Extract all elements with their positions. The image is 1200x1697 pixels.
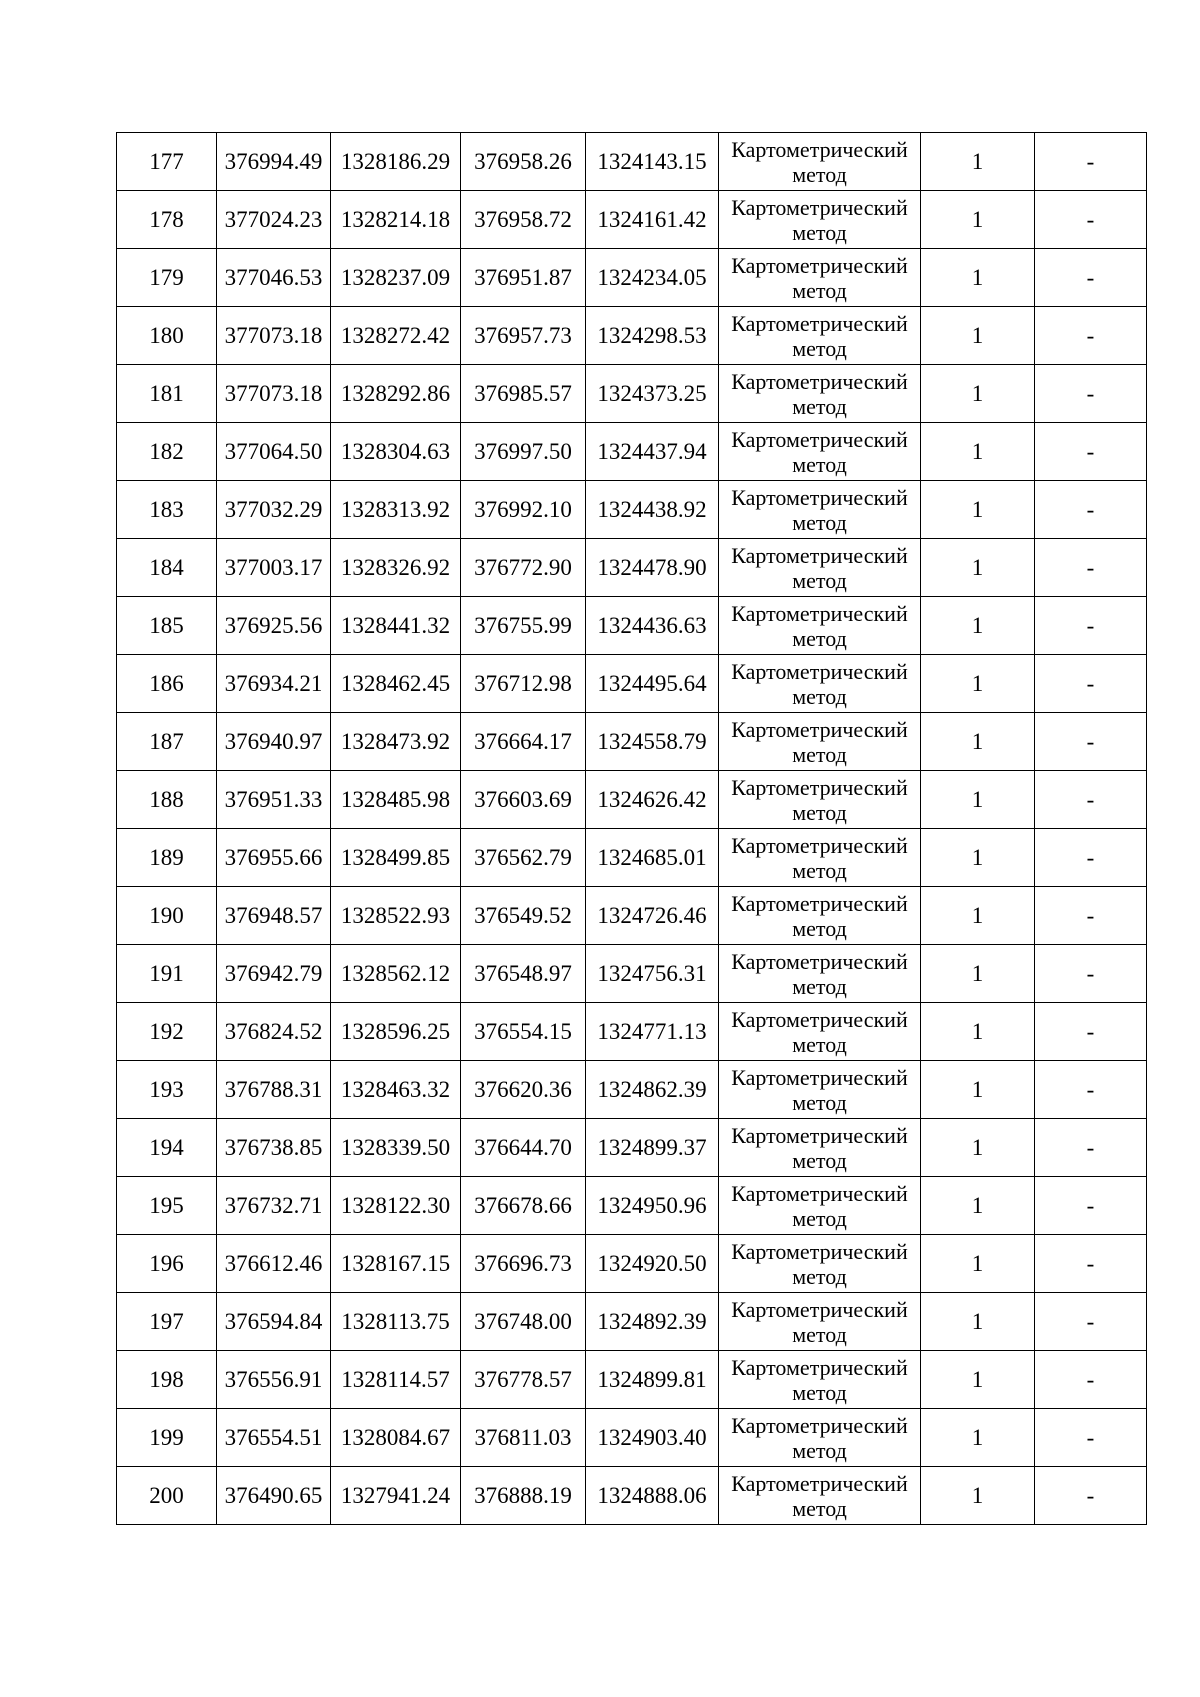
method-line-2: метод bbox=[792, 1031, 847, 1057]
method-cell bbox=[719, 1003, 921, 1061]
table-row bbox=[117, 1351, 1147, 1409]
x-coordinate-cell: 377003.17 bbox=[217, 539, 331, 597]
x-coordinate-old-cell: 376554.15 bbox=[461, 1003, 586, 1061]
x-coordinate-old-cell: 376678.66 bbox=[461, 1177, 586, 1235]
y-coordinate-cell: 1328122.30 bbox=[331, 1177, 461, 1235]
point-number-cell: 183 bbox=[117, 481, 217, 539]
x-coordinate-old-cell: 376620.36 bbox=[461, 1061, 586, 1119]
note-cell: - bbox=[1035, 1409, 1147, 1467]
table-row bbox=[117, 597, 1147, 655]
x-coordinate-old-cell: 376549.52 bbox=[461, 887, 586, 945]
method-cell bbox=[719, 1235, 921, 1293]
x-coordinate-old-cell: 376811.03 bbox=[461, 1409, 586, 1467]
method-line-1: Картометрический bbox=[731, 310, 908, 336]
note-cell: - bbox=[1035, 887, 1147, 945]
method-line-2: метод bbox=[792, 1205, 847, 1231]
method-line-1: Картометрический bbox=[731, 1470, 908, 1496]
y-coordinate-old-cell: 1324950.96 bbox=[586, 1177, 719, 1235]
method-cell bbox=[719, 133, 921, 191]
point-number-cell: 193 bbox=[117, 1061, 217, 1119]
y-coordinate-cell: 1328326.92 bbox=[331, 539, 461, 597]
method-line-1: Картометрический bbox=[731, 484, 908, 510]
method-line-1: Картометрический bbox=[731, 1006, 908, 1032]
x-coordinate-old-cell: 376951.87 bbox=[461, 249, 586, 307]
accuracy-cell: 1 bbox=[921, 713, 1035, 771]
x-coordinate-old-cell: 376712.98 bbox=[461, 655, 586, 713]
method-cell bbox=[719, 307, 921, 365]
accuracy-cell: 1 bbox=[921, 1409, 1035, 1467]
x-coordinate-cell: 377046.53 bbox=[217, 249, 331, 307]
y-coordinate-old-cell: 1324771.13 bbox=[586, 1003, 719, 1061]
table-row bbox=[117, 713, 1147, 771]
x-coordinate-old-cell: 376755.99 bbox=[461, 597, 586, 655]
note-cell: - bbox=[1035, 1177, 1147, 1235]
note-cell: - bbox=[1035, 481, 1147, 539]
y-coordinate-cell: 1328214.18 bbox=[331, 191, 461, 249]
table-row bbox=[117, 1409, 1147, 1467]
note-cell: - bbox=[1035, 365, 1147, 423]
method-cell bbox=[719, 713, 921, 771]
method-cell bbox=[719, 597, 921, 655]
point-number-cell: 195 bbox=[117, 1177, 217, 1235]
point-number-cell: 185 bbox=[117, 597, 217, 655]
y-coordinate-old-cell: 1324899.81 bbox=[586, 1351, 719, 1409]
x-coordinate-old-cell: 376644.70 bbox=[461, 1119, 586, 1177]
x-coordinate-old-cell: 376562.79 bbox=[461, 829, 586, 887]
x-coordinate-cell: 376951.33 bbox=[217, 771, 331, 829]
x-coordinate-cell: 377032.29 bbox=[217, 481, 331, 539]
note-cell: - bbox=[1035, 655, 1147, 713]
method-cell bbox=[719, 1061, 921, 1119]
accuracy-cell: 1 bbox=[921, 307, 1035, 365]
x-coordinate-cell: 376934.21 bbox=[217, 655, 331, 713]
accuracy-cell: 1 bbox=[921, 597, 1035, 655]
table-row bbox=[117, 1467, 1147, 1525]
table-row bbox=[117, 887, 1147, 945]
method-line-1: Картометрический bbox=[731, 426, 908, 452]
method-cell bbox=[719, 481, 921, 539]
note-cell: - bbox=[1035, 1235, 1147, 1293]
method-cell bbox=[719, 1293, 921, 1351]
y-coordinate-old-cell: 1324495.64 bbox=[586, 655, 719, 713]
table-row bbox=[117, 481, 1147, 539]
note-cell: - bbox=[1035, 249, 1147, 307]
method-line-1: Картометрический bbox=[731, 1180, 908, 1206]
point-number-cell: 197 bbox=[117, 1293, 217, 1351]
x-coordinate-old-cell: 376664.17 bbox=[461, 713, 586, 771]
x-coordinate-old-cell: 376603.69 bbox=[461, 771, 586, 829]
method-line-2: метод bbox=[792, 509, 847, 535]
method-line-2: метод bbox=[792, 741, 847, 767]
x-coordinate-cell: 376594.84 bbox=[217, 1293, 331, 1351]
method-line-2: метод bbox=[792, 1437, 847, 1463]
coordinates-table bbox=[116, 132, 1147, 1525]
method-cell bbox=[719, 1467, 921, 1525]
accuracy-cell: 1 bbox=[921, 481, 1035, 539]
method-line-2: метод bbox=[792, 625, 847, 651]
method-line-2: метод bbox=[792, 1089, 847, 1115]
y-coordinate-cell: 1328473.92 bbox=[331, 713, 461, 771]
method-line-2: метод bbox=[792, 393, 847, 419]
point-number-cell: 200 bbox=[117, 1467, 217, 1525]
x-coordinate-cell: 377024.23 bbox=[217, 191, 331, 249]
point-number-cell: 196 bbox=[117, 1235, 217, 1293]
accuracy-cell: 1 bbox=[921, 945, 1035, 1003]
y-coordinate-old-cell: 1324862.39 bbox=[586, 1061, 719, 1119]
method-line-2: метод bbox=[792, 857, 847, 883]
point-number-cell: 178 bbox=[117, 191, 217, 249]
table-row bbox=[117, 191, 1147, 249]
y-coordinate-cell: 1328304.63 bbox=[331, 423, 461, 481]
method-line-2: метод bbox=[792, 1147, 847, 1173]
accuracy-cell: 1 bbox=[921, 887, 1035, 945]
method-line-1: Картометрический bbox=[731, 136, 908, 162]
accuracy-cell: 1 bbox=[921, 365, 1035, 423]
y-coordinate-old-cell: 1324756.31 bbox=[586, 945, 719, 1003]
accuracy-cell: 1 bbox=[921, 1351, 1035, 1409]
note-cell: - bbox=[1035, 1003, 1147, 1061]
method-line-2: метод bbox=[792, 1379, 847, 1405]
note-cell: - bbox=[1035, 713, 1147, 771]
point-number-cell: 187 bbox=[117, 713, 217, 771]
table-row bbox=[117, 365, 1147, 423]
table-row bbox=[117, 249, 1147, 307]
point-number-cell: 188 bbox=[117, 771, 217, 829]
method-line-1: Картометрический bbox=[731, 194, 908, 220]
point-number-cell: 189 bbox=[117, 829, 217, 887]
point-number-cell: 181 bbox=[117, 365, 217, 423]
table-body bbox=[117, 133, 1147, 1525]
x-coordinate-cell: 376824.52 bbox=[217, 1003, 331, 1061]
x-coordinate-cell: 377073.18 bbox=[217, 307, 331, 365]
x-coordinate-cell: 376556.91 bbox=[217, 1351, 331, 1409]
x-coordinate-old-cell: 376957.73 bbox=[461, 307, 586, 365]
method-line-1: Картометрический bbox=[731, 1238, 908, 1264]
method-line-1: Картометрический bbox=[731, 600, 908, 626]
method-cell bbox=[719, 771, 921, 829]
y-coordinate-cell: 1328186.29 bbox=[331, 133, 461, 191]
accuracy-cell: 1 bbox=[921, 423, 1035, 481]
y-coordinate-old-cell: 1324373.25 bbox=[586, 365, 719, 423]
point-number-cell: 186 bbox=[117, 655, 217, 713]
point-number-cell: 179 bbox=[117, 249, 217, 307]
method-cell bbox=[719, 1177, 921, 1235]
note-cell: - bbox=[1035, 191, 1147, 249]
x-coordinate-old-cell: 376772.90 bbox=[461, 539, 586, 597]
y-coordinate-cell: 1328462.45 bbox=[331, 655, 461, 713]
y-coordinate-old-cell: 1324161.42 bbox=[586, 191, 719, 249]
note-cell: - bbox=[1035, 307, 1147, 365]
x-coordinate-cell: 376948.57 bbox=[217, 887, 331, 945]
y-coordinate-old-cell: 1324899.37 bbox=[586, 1119, 719, 1177]
table-row bbox=[117, 771, 1147, 829]
table-row bbox=[117, 307, 1147, 365]
method-line-2: метод bbox=[792, 1263, 847, 1289]
x-coordinate-cell: 376612.46 bbox=[217, 1235, 331, 1293]
method-line-1: Картометрический bbox=[731, 252, 908, 278]
method-line-2: метод bbox=[792, 1321, 847, 1347]
method-line-2: метод bbox=[792, 683, 847, 709]
table-row bbox=[117, 1293, 1147, 1351]
point-number-cell: 192 bbox=[117, 1003, 217, 1061]
y-coordinate-old-cell: 1324478.90 bbox=[586, 539, 719, 597]
table-row bbox=[117, 1003, 1147, 1061]
note-cell: - bbox=[1035, 539, 1147, 597]
method-cell bbox=[719, 887, 921, 945]
note-cell: - bbox=[1035, 1351, 1147, 1409]
x-coordinate-cell: 377073.18 bbox=[217, 365, 331, 423]
y-coordinate-cell: 1328292.86 bbox=[331, 365, 461, 423]
table-row bbox=[117, 539, 1147, 597]
method-cell bbox=[719, 945, 921, 1003]
accuracy-cell: 1 bbox=[921, 191, 1035, 249]
method-line-2: метод bbox=[792, 915, 847, 941]
x-coordinate-old-cell: 376958.26 bbox=[461, 133, 586, 191]
y-coordinate-cell: 1328084.67 bbox=[331, 1409, 461, 1467]
x-coordinate-cell: 376994.49 bbox=[217, 133, 331, 191]
accuracy-cell: 1 bbox=[921, 1467, 1035, 1525]
x-coordinate-old-cell: 376778.57 bbox=[461, 1351, 586, 1409]
x-coordinate-cell: 376788.31 bbox=[217, 1061, 331, 1119]
method-cell bbox=[719, 423, 921, 481]
note-cell: - bbox=[1035, 829, 1147, 887]
y-coordinate-cell: 1328463.32 bbox=[331, 1061, 461, 1119]
y-coordinate-old-cell: 1324626.42 bbox=[586, 771, 719, 829]
accuracy-cell: 1 bbox=[921, 655, 1035, 713]
point-number-cell: 180 bbox=[117, 307, 217, 365]
method-cell bbox=[719, 1119, 921, 1177]
y-coordinate-old-cell: 1324888.06 bbox=[586, 1467, 719, 1525]
method-line-2: метод bbox=[792, 1495, 847, 1521]
method-line-1: Картометрический bbox=[731, 832, 908, 858]
method-line-1: Картометрический bbox=[731, 1064, 908, 1090]
table-row bbox=[117, 133, 1147, 191]
method-line-1: Картометрический bbox=[731, 1296, 908, 1322]
method-cell bbox=[719, 365, 921, 423]
y-coordinate-old-cell: 1324920.50 bbox=[586, 1235, 719, 1293]
point-number-cell: 198 bbox=[117, 1351, 217, 1409]
accuracy-cell: 1 bbox=[921, 1177, 1035, 1235]
y-coordinate-cell: 1328167.15 bbox=[331, 1235, 461, 1293]
x-coordinate-cell: 377064.50 bbox=[217, 423, 331, 481]
method-line-1: Картометрический bbox=[731, 774, 908, 800]
y-coordinate-cell: 1328499.85 bbox=[331, 829, 461, 887]
point-number-cell: 177 bbox=[117, 133, 217, 191]
method-cell bbox=[719, 191, 921, 249]
note-cell: - bbox=[1035, 945, 1147, 1003]
x-coordinate-old-cell: 376696.73 bbox=[461, 1235, 586, 1293]
y-coordinate-old-cell: 1324436.63 bbox=[586, 597, 719, 655]
accuracy-cell: 1 bbox=[921, 133, 1035, 191]
y-coordinate-old-cell: 1324143.15 bbox=[586, 133, 719, 191]
accuracy-cell: 1 bbox=[921, 771, 1035, 829]
y-coordinate-cell: 1328313.92 bbox=[331, 481, 461, 539]
table-row bbox=[117, 829, 1147, 887]
point-number-cell: 191 bbox=[117, 945, 217, 1003]
note-cell: - bbox=[1035, 423, 1147, 481]
y-coordinate-old-cell: 1324903.40 bbox=[586, 1409, 719, 1467]
y-coordinate-old-cell: 1324234.05 bbox=[586, 249, 719, 307]
method-cell bbox=[719, 539, 921, 597]
method-cell bbox=[719, 249, 921, 307]
table-row bbox=[117, 423, 1147, 481]
method-cell bbox=[719, 655, 921, 713]
x-coordinate-old-cell: 376997.50 bbox=[461, 423, 586, 481]
table-row bbox=[117, 1235, 1147, 1293]
method-line-1: Картометрический bbox=[731, 1412, 908, 1438]
method-line-1: Картометрический bbox=[731, 890, 908, 916]
point-number-cell: 184 bbox=[117, 539, 217, 597]
point-number-cell: 190 bbox=[117, 887, 217, 945]
y-coordinate-cell: 1328485.98 bbox=[331, 771, 461, 829]
note-cell: - bbox=[1035, 1467, 1147, 1525]
note-cell: - bbox=[1035, 1293, 1147, 1351]
method-line-2: метод bbox=[792, 567, 847, 593]
x-coordinate-cell: 376732.71 bbox=[217, 1177, 331, 1235]
x-coordinate-cell: 376955.66 bbox=[217, 829, 331, 887]
point-number-cell: 182 bbox=[117, 423, 217, 481]
method-cell bbox=[719, 1351, 921, 1409]
table-row bbox=[117, 655, 1147, 713]
x-coordinate-old-cell: 376748.00 bbox=[461, 1293, 586, 1351]
x-coordinate-cell: 376925.56 bbox=[217, 597, 331, 655]
y-coordinate-cell: 1328522.93 bbox=[331, 887, 461, 945]
table-row bbox=[117, 1061, 1147, 1119]
method-line-2: метод bbox=[792, 219, 847, 245]
table-row bbox=[117, 1177, 1147, 1235]
x-coordinate-old-cell: 376992.10 bbox=[461, 481, 586, 539]
y-coordinate-old-cell: 1324437.94 bbox=[586, 423, 719, 481]
note-cell: - bbox=[1035, 1061, 1147, 1119]
x-coordinate-cell: 376942.79 bbox=[217, 945, 331, 1003]
y-coordinate-cell: 1328339.50 bbox=[331, 1119, 461, 1177]
table-row bbox=[117, 945, 1147, 1003]
x-coordinate-old-cell: 376888.19 bbox=[461, 1467, 586, 1525]
y-coordinate-old-cell: 1324726.46 bbox=[586, 887, 719, 945]
method-line-1: Картометрический bbox=[731, 368, 908, 394]
x-coordinate-cell: 376490.65 bbox=[217, 1467, 331, 1525]
x-coordinate-old-cell: 376548.97 bbox=[461, 945, 586, 1003]
method-line-2: метод bbox=[792, 451, 847, 477]
accuracy-cell: 1 bbox=[921, 1003, 1035, 1061]
y-coordinate-old-cell: 1324298.53 bbox=[586, 307, 719, 365]
y-coordinate-old-cell: 1324558.79 bbox=[586, 713, 719, 771]
y-coordinate-cell: 1328562.12 bbox=[331, 945, 461, 1003]
y-coordinate-cell: 1328237.09 bbox=[331, 249, 461, 307]
note-cell: - bbox=[1035, 771, 1147, 829]
y-coordinate-old-cell: 1324892.39 bbox=[586, 1293, 719, 1351]
y-coordinate-cell: 1327941.24 bbox=[331, 1467, 461, 1525]
method-line-2: метод bbox=[792, 277, 847, 303]
accuracy-cell: 1 bbox=[921, 249, 1035, 307]
y-coordinate-cell: 1328596.25 bbox=[331, 1003, 461, 1061]
method-line-2: метод bbox=[792, 799, 847, 825]
method-line-1: Картометрический bbox=[731, 948, 908, 974]
y-coordinate-cell: 1328272.42 bbox=[331, 307, 461, 365]
note-cell: - bbox=[1035, 597, 1147, 655]
point-number-cell: 194 bbox=[117, 1119, 217, 1177]
method-line-1: Картометрический bbox=[731, 1354, 908, 1380]
x-coordinate-cell: 376738.85 bbox=[217, 1119, 331, 1177]
method-line-1: Картометрический bbox=[731, 1122, 908, 1148]
method-line-1: Картометрический bbox=[731, 716, 908, 742]
accuracy-cell: 1 bbox=[921, 1293, 1035, 1351]
x-coordinate-old-cell: 376985.57 bbox=[461, 365, 586, 423]
x-coordinate-cell: 376554.51 bbox=[217, 1409, 331, 1467]
y-coordinate-old-cell: 1324438.92 bbox=[586, 481, 719, 539]
accuracy-cell: 1 bbox=[921, 1061, 1035, 1119]
y-coordinate-cell: 1328441.32 bbox=[331, 597, 461, 655]
x-coordinate-old-cell: 376958.72 bbox=[461, 191, 586, 249]
method-cell bbox=[719, 1409, 921, 1467]
method-cell bbox=[719, 829, 921, 887]
point-number-cell: 199 bbox=[117, 1409, 217, 1467]
y-coordinate-cell: 1328114.57 bbox=[331, 1351, 461, 1409]
y-coordinate-cell: 1328113.75 bbox=[331, 1293, 461, 1351]
method-line-2: метод bbox=[792, 973, 847, 999]
method-line-1: Картометрический bbox=[731, 542, 908, 568]
table-row bbox=[117, 1119, 1147, 1177]
y-coordinate-old-cell: 1324685.01 bbox=[586, 829, 719, 887]
accuracy-cell: 1 bbox=[921, 829, 1035, 887]
accuracy-cell: 1 bbox=[921, 1119, 1035, 1177]
method-line-2: метод bbox=[792, 335, 847, 361]
note-cell: - bbox=[1035, 133, 1147, 191]
accuracy-cell: 1 bbox=[921, 539, 1035, 597]
x-coordinate-cell: 376940.97 bbox=[217, 713, 331, 771]
accuracy-cell: 1 bbox=[921, 1235, 1035, 1293]
method-line-2: метод bbox=[792, 161, 847, 187]
method-line-1: Картометрический bbox=[731, 658, 908, 684]
note-cell: - bbox=[1035, 1119, 1147, 1177]
